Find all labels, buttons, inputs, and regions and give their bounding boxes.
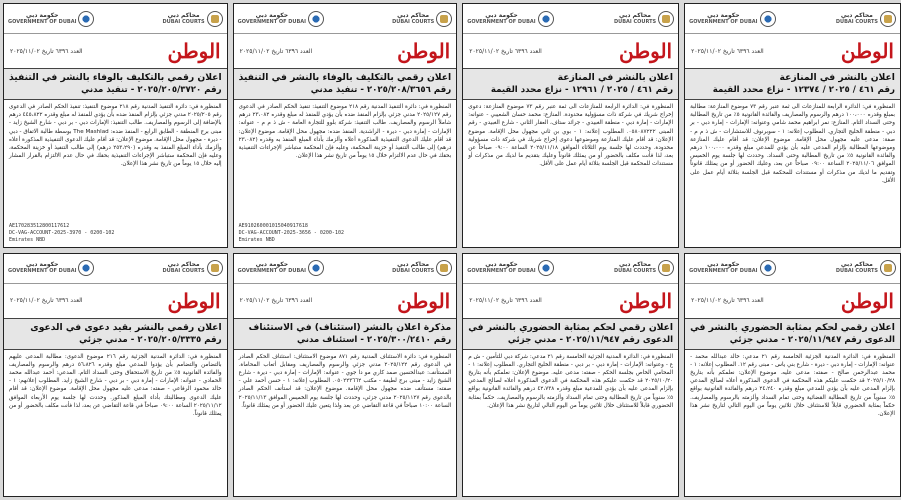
issue-info: العدد ٦٣٩٦ تاريخ ٢٠٢٥/١١/٠٢ [10,297,83,304]
dubai-courts-emblem-icon [436,11,452,27]
issue-info: العدد ٦٣٩٦ تاريخ ٢٠٢٥/١١/٠٢ [469,297,542,304]
ad-title: اعلان رقمي بالتكليف بالوفاء بالنشر في التنفيذ رقم ٢٠٢٥/٢٠٨/٣٦٥٦ - تنفيذ مدني [234,68,457,100]
ad-body: المنظورة في: الدائرة الرابعة للمنازعات الى ثمة عنبر رقم ٧٣ موضوع المنازعة: دعوى إخراج شريك في شركة ذات مسؤولية محدودة. المنازع: محمد حسان الشعيبي - عنوانه: الإمارات - إمارة دبي - منطقة الغبيدي - جرائد ستاف، العقار الثاني - شارع الغبيدي - رقم المبنى ٠٥٨٠٨٧٢٢٢. المطلوب إعلانه: ١ - بوي بن ثاني مجهول محل الإقامة. موضوع الإعلان: قد أقام عليك المنازعة وموضوعها دعوى إخراج شريك في شركة ذات مسؤولية محدودة. وحددت لها جلسة يوم الثلاثاء الموافق ٢٠٢٥/١١/١٨ الساعة ٠٩:٠٠ صباحاً عن بعد، لذا فأنت مكلف بالحضور أو من يمثلك قانوناً وعليك بتقديم ما لديك من مذكرات أو مستندات للمحكمة قبل الجلسة بثلاثة أيام عمل على الأقل. [468,104,674,168]
ad-title: مذكرة اعلان بالنشر (استئناف) في الاستئناف رقم ٢٠٢٥/٣٠٠/٢٤١٠ - استئناف مدني [234,318,457,350]
newspaper-name: الوطن [840,288,894,313]
ad-body: المنظورة في: دائرة التنفيذ المدنية رقم ٢١٨ موضوع التنفيذ: تنفيذ الحكم الصادر في الدعوى رقم ٢٠٢٥/٢٠٥ مدني جزئي بإلزام المنفذ ضده بأن يؤدي للمنفذ له مبلغ وقدره ٤٤٥،٨٢٢ درهم بالإضافة إلى الرسوم والمصاريف. طالب التنفيذ: الإمارات دبي - بر دبي - شارع الشيخ زايد - مبنى برج المنطقة - الطابق الرابع - المنفذ ضده: The Mashlad بوسطة طالبة الاتفاق - دبي - ديرة - مجهول محل الإقامة. موضوع الإعلان: قد أقام عليك الدعوى التنفيذية المذكورة أعلاه وألزمك بأداء المبلغ المنفذ به وقدره (٢٥٣،٢٩٠ درهم) إلى طالب التنفيذ أو خزينة المحكمة، وعليه فإن المحكمة ستباشر الإجراءات التنفيذية بحقك في حال عدم الالتزام بالقرار المشار إليه خلال ١٥ يوماً من تاريخ نشر هذا الإعلان. [9,104,222,168]
court-logo: محاكم دبي DUBAI COURTS [392,260,452,276]
ad-header [685,4,900,34]
ad-header [234,254,457,284]
court-logo: محاكم دبي DUBAI COURTS [836,260,896,276]
gov-logo: حكومة دبي GOVERNMENT OF DUBAI [467,260,553,276]
ad-header [4,4,227,34]
court-ad-5 [3,253,228,498]
court-ad-7 [462,253,679,498]
ad-body: المنظورة في: دائرة الاستئناف المدنية رقم ٨٧١ موضوع الاستئناف: استئناف الحكم الصادر في الدعوى رقم ٢٠٢٥/١٢٢ مدني جزئي والرسوم والمصاريف ومقابل أتعاب المحاماة. المستأنف: عبدالحسين صمد كاري مو دا جوي - عنوانه: الإمارات - إمارة دبي - ديرة - شارع الشيخ زايد - مبنى برج لطيفة - مكتب ٠٥٠٢٢٣٦٦٢. المطلوب إعلانه: ١ - حسن أحمد علي - صفته: مستأنف ضده مجهول محل الإقامة. موضوع الإعلان: قد استأنف الحكم الصادر بالدعوى رقم ٢٠٢٥/١١٢٧ مدني جزئي، وحددت لها جلسة يوم الخميس الموافق ٢٠٢٥/١١/١٣ الساعة ١٠:٠٠ صباحاً في قاعة التقاضي عن بعد ولذا يتعين عليك الحضور أو من يمثلك قانوناً. [238,353,452,409]
court-ad-3 [462,3,679,248]
court-logo: محاكم دبي DUBAI COURTS [392,11,452,27]
court-ad-2 [233,3,458,248]
newspaper-name: الوطن [397,39,451,63]
gov-logo: حكومة دبي GOVERNMENT OF DUBAI [8,260,94,276]
gov-logo: حكومة دبي GOVERNMENT OF DUBAI [238,11,324,27]
gov-logo: حكومة دبي GOVERNMENT OF DUBAI [8,11,94,27]
dubai-gov-emblem-icon [538,260,554,276]
ad-footer [4,493,227,496]
ad-title: اعلان رقمي بالتكليف بالوفاء بالنشر في التنفيذ رقم ٢٠٢٥/٢٠٥/٣٧٢٠ - تنفيذ مدني [4,68,227,100]
dubai-gov-emblem-icon [538,11,554,27]
ad-footer: AE170283512800117612 DC-VAG-ACCOUNT-2025-3970 - 0200-102 Emirates NBD [9,222,115,243]
issue-info: العدد ٦٣٩٦ تاريخ ٢٠٢٥/١١/٠٢ [239,47,313,55]
dubai-gov-emblem-icon [760,260,776,276]
court-ad-8 [684,253,901,498]
ad-title: اعلان رقمي بالنشر بقيد دعوى في الدعوى رقم ٢٠٢٥/٢٠٥/٣٣٣٥ - مدني جزئي [4,318,227,350]
ad-footer: AE910260001015040917618 DC-VAG-ACCOUNT-2025-3656 - 0200-102 Emirates NBD [238,222,344,243]
issue-info: العدد ٦٣٩٦ تاريخ ٢٠٢٥/١١/٠٢ [239,297,313,304]
ad-footer [463,244,678,247]
newspaper-name: الوطن [397,288,451,313]
dubai-courts-emblem-icon [207,260,223,276]
dubai-courts-emblem-icon [880,11,896,27]
ad-header [463,254,678,284]
ad-body: المنظورة في: الدائرة المدنية الجزئية رقم ٢١٦ موضوع الدعوى: مطالبة المدعى عليهم بالتضامن والتضامم بأن يؤدوا للمدعي مبلغ وقدره ٥٦،٨٢٦ درهم والرسوم والمصاريف والفائدة القانونية ٥٪ من تاريخ الاستحقاق وحتى السداد التام. المدعي: أحمد عبدالله محمد الحمادي - عنوانه: الإمارات - إمارة دبي - بر دبي - شارع الشيخ زايد. المطلوب إعلانهم: ١ - خالد محمود الرفاعي - صفته: مدعى عليه مجهول محل الإقامة. موضوع الإعلان: قد أقام عليك الدعوى ومطالبتك بأداء المبلغ المذكور. وحددت لها جلسة يوم الأربعاء الموافق ٢٠٢٥/١١/١٢ الساعة ٠٩:٠٠ صباحاً في قاعة التقاضي عن بعد، لذا فأنت مكلف بالحضور أو من يمثلك قانوناً. [9,353,222,417]
ad-header [234,4,457,34]
issue-info: العدد ٦٣٩٦ تاريخ ٢٠٢٥/١١/٠٢ [691,297,764,304]
court-ad-4 [684,3,901,248]
dubai-gov-emblem-icon [78,260,94,276]
newspaper-name: الوطن [618,288,673,313]
ads-grid [3,3,895,497]
ad-body: المنظورة في: دائرة التنفيذ المدنية رقم ٢١٨ موضوع التنفيذ: تنفيذ الحكم الصادر في الدعوى رقم ٢٠٢٥/١٢٧ مدني جزئي بإلزام المنفذ ضده بأن يؤدي للمنفذ له مبلغ وقدره ٢٣،٠٨٢ درهم شاملاً الرسوم والمصاريف. طالب التنفيذ: شركة بلوو للتجارة العامة - ش ذ م م - عنوانه: الإمارات - إمارة دبي - ديرة - الراشدية. المنفذ ضده: مجهول محل الإقامة. موضوع الإعلان: قد أقام عليك الدعوى التنفيذية المذكورة أعلاه وألزمك بأداء المبلغ المنفذ به وقدره (٢٣،٠٨٢ درهم) إلى طالب التنفيذ أو خزينة المحكمة، وعليه فإن المحكمة ستباشر الإجراءات التنفيذية بحقك في حال عدم الالتزام خلال ١٥ يوماً من تاريخ نشر هذا الإعلان. [238,104,452,160]
newspaper-name: الوطن [618,39,673,63]
ad-title: اعلان رقمي لحكم بمثابة الحضوري بالنشر في الدعوى رقم ٢٠٢٥/١١/٩٤٧ - مدني جزئي [685,318,900,350]
court-logo: محاكم دبي DUBAI COURTS [163,11,223,27]
issue-info: العدد ٦٣٩٦ تاريخ ٢٠٢٥/١١/٠٢ [469,47,542,55]
ad-body: المنظورة في: الدائرة الرابعة للمنازعات الى ثمة عنبر رقم ٧٣ موضوع المنازعة: مطالبة بمبلغ وقدره ١٠٠،٠٠٠ درهم والرسوم والمصاريف والفائدة القانونية ٥٪ من تاريخ المطالبة وحتى السداد التام. المنازع: نمر ابراهيم محمد شامي وعنوانه: الإمارات - إمارة دبي - بر دبي - منطقة الخليج التجاري. المطلوب إعلانه: ١ - سوبرنوف للاستشارات - ش ذ م م - صفة: مدعى عليه مجهول محل الإقامة. موضوع الإعلان: قد أقام عليك المنازعة وموضوعها المطالبة بإلزام المدعى عليه بأن يؤدي للمدعي مبلغ وقدره ١٠٠،٠٠٠ درهم والفائدة القانونية ٥٪ من تاريخ المطالبة وحتى السداد. وحددت لها جلسة يوم الخميس الموافق ٢٠٢٥/١١/٠٦ الساعة ٠٩:٠٠ صباحاً عن بعد، وعليك الحضور أو من يمثلك قانوناً وتقديم ما لديك من مذكرات أو مستندات للمحكمة قبل الجلسة بثلاثة أيام عمل على الأقل. [690,104,895,184]
dubai-gov-emblem-icon [78,11,94,27]
dubai-gov-emblem-icon [760,11,776,27]
ad-footer [685,244,900,247]
ad-footer [463,493,678,496]
dubai-gov-emblem-icon [308,11,324,27]
ad-footer [685,493,900,496]
dubai-courts-emblem-icon [658,11,674,27]
gov-logo: حكومة دبي GOVERNMENT OF DUBAI [689,260,775,276]
ad-title: اعلان بالنشر في المنازعة رقم ٤٦١ / ٢٠٢٥ / ١٢٩٦١ - نزاع محدد القيمة [463,68,678,100]
newspaper-name: الوطن [167,39,221,63]
dubai-courts-emblem-icon [436,260,452,276]
ad-header [463,4,678,34]
court-ad-6 [233,253,458,498]
court-ad-1 [3,3,228,248]
dubai-gov-emblem-icon [308,260,324,276]
court-logo: محاكم دبي DUBAI COURTS [614,11,674,27]
ad-title: اعلان بالنشر في المنازعة رقم ٤٦١ / ٢٠٢٥ / ١٢٣٧٤ - نزاع محدد القيمة [685,68,900,100]
court-logo: محاكم دبي DUBAI COURTS [836,11,896,27]
ad-title: اعلان رقمي لحكم بمثابة الحضوري بالنشر في الدعوى رقم ٢٠٢٥/١١/٩٤٧ - مدني جزئي [463,318,678,350]
issue-info: العدد ٦٣٩٦ تاريخ ٢٠٢٥/١١/٠٢ [691,47,764,55]
issue-info: العدد ٦٣٩٦ تاريخ ٢٠٢٥/١١/٠٢ [10,47,83,55]
dubai-courts-emblem-icon [880,260,896,276]
ad-footer [234,493,457,496]
newspaper-name: الوطن [840,39,894,63]
gov-logo: حكومة دبي GOVERNMENT OF DUBAI [467,11,553,27]
dubai-courts-emblem-icon [207,11,223,27]
ad-body: المنظورة في: الدائرة المدنية الجزئية الخامسة رقم ٢١ مدعي: خالد عبدالله محمد - عنوانه: الإمارات - إمارة دبي - ديرة - شارع بني ياس - مبنى رقم ١٢. المطلوب إعلانه: ١ - محمد عبدالرحمن صالح - صفته: مدعى عليه. موضوع الإعلان: نعلمكم بأنه بتاريخ ٢٠٢٥/١٠/٢٨ قد حكمت عليكم هذه المحكمة في الدعوى المذكورة أعلاه لصالح المدعي بإلزام المدعى عليه بأن يؤدي للمدعي مبلغ وقدره ٢٤،٢٤٠ درهم والفائدة القانونية بواقع ٥٪ سنوياً من تاريخ المطالبة القضائية وحتى تمام السداد وألزمته بالرسوم والمصاريف. حكماً بمثابة الحضوري قابلاً للاستئناف خلال ثلاثين يوماً من اليوم التالي لتاريخ نشر هذا الإعلان. [690,353,895,417]
newspaper-name: الوطن [167,288,221,313]
court-logo: محاكم دبي DUBAI COURTS [614,260,674,276]
dubai-courts-emblem-icon [658,260,674,276]
ad-header [4,254,227,284]
ad-body: المنظورة في: الدائرة المدنية الجزئية الخامسة رقم ٢١ مدعي: شركة دبي للتأمين - ش م ع - وعنوانه: الإمارات - إمارة دبي - بر دبي - منطقة الخليج التجاري. المطلوب إعلانه: ١ - المحامي الخاص بجلسة الحكم - صفته: مدعى عليه. موضوع الإعلان: نعلمكم بأنه بتاريخ ٢٠٢٥/١٠/٢٠ قد حكمت عليكم هذه المحكمة في الدعوى المذكورة أعلاه لصالح المدعي بإلزام المدعى عليه بأن يؤدي للمدعية مبلغ وقدره ٤٢،٧٣٨ درهم والفائدة القانونية بواقع ٥٪ سنوياً من تاريخ المطالبة وحتى تمام السداد وألزمته بالرسوم والمصاريف. حكماً بمثابة الحضوري قابلاً للاستئناف خلال ثلاثين يوماً من اليوم التالي لتاريخ نشر هذا الإعلان. [468,353,674,409]
gov-logo: حكومة دبي GOVERNMENT OF DUBAI [238,260,324,276]
court-logo: محاكم دبي DUBAI COURTS [163,260,223,276]
gov-logo: حكومة دبي GOVERNMENT OF DUBAI [689,11,775,27]
ad-header [685,254,900,284]
